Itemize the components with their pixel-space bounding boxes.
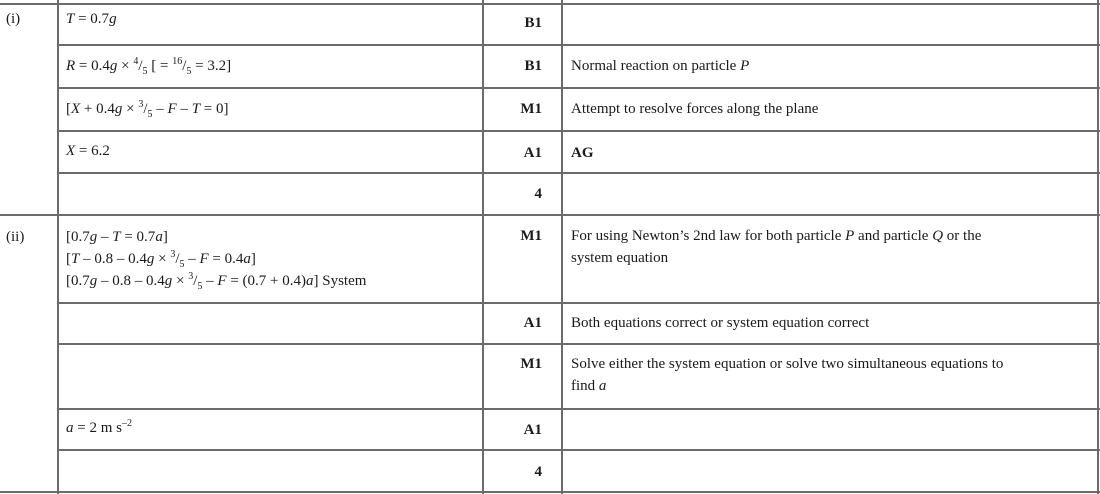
total-marks: 4 — [534, 464, 542, 480]
answer-cell: $[X + 0.4g \times ^3/_5 - F - T = 0]$ — [66, 99, 229, 120]
mark-cell: A1 — [523, 422, 542, 438]
answer-cell: a = 2 m $s^{-2}$ — [66, 418, 132, 436]
total-marks: 4 — [534, 186, 542, 202]
row-divider — [58, 302, 1100, 304]
mark-cell: M1 — [520, 228, 542, 244]
part-divider — [0, 214, 1100, 216]
mark-cell: B1 — [524, 15, 542, 31]
table-right-border — [1097, 0, 1099, 494]
row-divider — [58, 408, 1100, 410]
row-divider — [58, 172, 1100, 174]
mark-cell: M1 — [520, 101, 542, 117]
mark-cell: M1 — [520, 356, 542, 372]
row-divider — [58, 130, 1100, 132]
guidance-cell: For using Newton’s 2nd law for both particle P and particle Q or the system equation — [571, 228, 982, 266]
guidance-cell: Normal reaction on particle P — [571, 58, 750, 74]
table-bottom-border — [0, 491, 1100, 493]
mark-cell: B1 — [524, 58, 542, 74]
column-divider-marks — [561, 0, 563, 494]
part-label: (i) — [6, 11, 21, 27]
row-divider — [58, 343, 1100, 345]
guidance-cell: Solve either the system equation or solve two simultaneous equations to find a — [571, 356, 1004, 394]
guidance-cell: Attempt to resolve forces along the plane — [571, 101, 819, 117]
answer-cell: X = 6.2 — [66, 143, 110, 159]
answer-cell: T = 0.7g — [66, 11, 117, 27]
row-divider — [58, 87, 1100, 89]
answer-cell: $R = 0.4g \times ^4/_5$ [ = $^{16}/_5 = 3.2$] — [66, 56, 232, 77]
guidance-cell: Both equations correct or system equation correct — [571, 315, 870, 331]
row-divider — [58, 44, 1100, 46]
table-top-border — [0, 3, 1100, 5]
row-divider — [58, 449, 1100, 451]
guidance-cell: AG — [571, 145, 594, 161]
mark-cell: A1 — [523, 145, 542, 161]
column-divider-label — [57, 0, 59, 494]
answer-cell: [0.7g – T = 0.7a] $[T - 0.8 - 0.4g \times ^3/_5 - F = 0.4a]$ $[0.7g - 0.8 - 0.4g \times ^3/_5 - F = (0.7 + 0.4)a]$ System — [66, 229, 367, 292]
mark-cell: A1 — [523, 315, 542, 331]
part-label: (ii) — [6, 229, 25, 245]
